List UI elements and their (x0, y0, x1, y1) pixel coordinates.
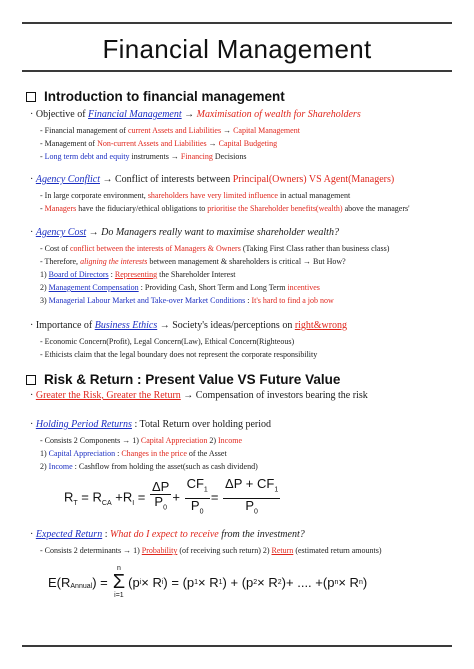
section-heading-risk (22, 372, 340, 387)
ethics-item-1: - Economic Concern(Profit), Legal Concern(Law), Ethical Concern(Righteous) (40, 337, 295, 346)
hpr-item-2: 1) Capital Appreciation : Changes in the price of the Asset (40, 449, 227, 458)
page-title: Financial Management (102, 34, 372, 64)
title-rule (22, 70, 452, 72)
hpr-link[interactable]: Holding Period Returns (35, 419, 132, 430)
business-ethics-link[interactable]: Business Ethics (94, 320, 158, 331)
cost-item-1: - Cost of conflict between the interests of Managers & Owners (Taking First Class rather than business class) (40, 244, 390, 253)
greater-line: · Greater the Risk, Greater the Return → Compensation of investors bearing the risk (30, 390, 368, 401)
hpr-item-1: - Consists 2 Components → 1) Capital Appreciation 2) Income (40, 436, 243, 445)
cost-item-5: 3) Managerial Labour Market and Take-over Market Conditions : It's hard to find a job now (40, 296, 334, 305)
hpr-formula: $R_T = R_{CA} +R_I$ = $\frac{\Delta P}{P_0}$ + $\frac{CF_1}{P_0}$ = $\frac{\Delta P + CF_1}{P_0}$ (64, 477, 281, 519)
cost-line: · Agency Cost → Do Managers really want to maximise shareholder wealth? (30, 227, 339, 238)
agency-conflict-link[interactable]: Agency Conflict (35, 174, 100, 185)
agency-cost-link[interactable]: Agency Cost (35, 227, 87, 238)
ethics-line: · Importance of Business Ethics → Society's ideas/perceptions on right&wrong (30, 320, 348, 331)
obj-item-2: - Management of Non-current Assets and Liabilities → Capital Budgeting (40, 139, 278, 148)
hpr-item-3: 2) Income : Cashflow from holding the asset(such as cash dividend) (40, 462, 258, 471)
expected-return-formula: E(R $_{Annual}$ ) = n Σ i=1 (p i × R i ) = (p 1 × R 1 ) + (p 2 × R 2 ) + .... + (p n × R n ) (48, 565, 368, 599)
checkbox-icon (26, 92, 36, 102)
obj-item-1: - Financial management of current Assets and Liabilities → Capital Management (40, 126, 300, 135)
obj-item-3: - Long term debt and equity instruments → Financing Decisions (40, 152, 247, 161)
agency-item-2: - Managers have the fiduciary/ethical obligations to prioritise the Shareholder benefits(wealth) above the managers' (40, 204, 410, 213)
expected-item-1: - Consists 2 determinants → 1) Probability (of receiving such return) 2) Return (estimated return amounts) (40, 546, 382, 555)
fraction-cf: $\frac{CF_1}{P_0}$ (186, 476, 208, 516)
cost-item-4: 2) Management Compensation : Providing Cash, Short Term and Long Term incentives (40, 283, 320, 292)
bottom-rule (22, 645, 452, 647)
hpr-line: · Holding Period Returns : Total Return over holding period (30, 419, 272, 430)
section-heading-text: Introduction to financial management (44, 89, 285, 104)
section-heading-intro (22, 89, 285, 104)
agency-line: · Agency Conflict → Conflict of interests between Principal(Owners) VS Agent(Managers) (30, 174, 395, 185)
cost-item-2: - Therefore, aligning the interests between management & shareholders is critical → But How? (40, 257, 346, 266)
expected-line: · Expected Return : What do I expect to receive from the investment? (30, 529, 305, 540)
fraction-dp: $\frac{\Delta P}{P_0}$ (152, 479, 170, 512)
checkbox-icon (26, 375, 36, 385)
section-heading-text: Risk & Return : Present Value VS Future Value (44, 372, 341, 387)
agency-item-1: - In large corporate environment, shareholders have very limited influence in actual management (40, 191, 351, 200)
fm-link[interactable]: Financial Management (88, 109, 182, 120)
fraction-total: $\frac{\Delta P + CF_1}{P_0}$ (225, 476, 279, 516)
cost-item-3: 1) Board of Directors : Representing the Shareholder Interest (40, 270, 236, 279)
expected-return-link[interactable]: Expected Return (35, 529, 103, 540)
objective-line: · Objective of Financial Management → Maximisation of wealth for Shareholders (30, 109, 361, 120)
top-rule (22, 22, 452, 24)
sigma-symbol: n Σ i=1 (112, 565, 126, 599)
ethics-item-2: - Ethicists claim that the legal boundary does not represent the corporate responsibility (40, 350, 318, 359)
